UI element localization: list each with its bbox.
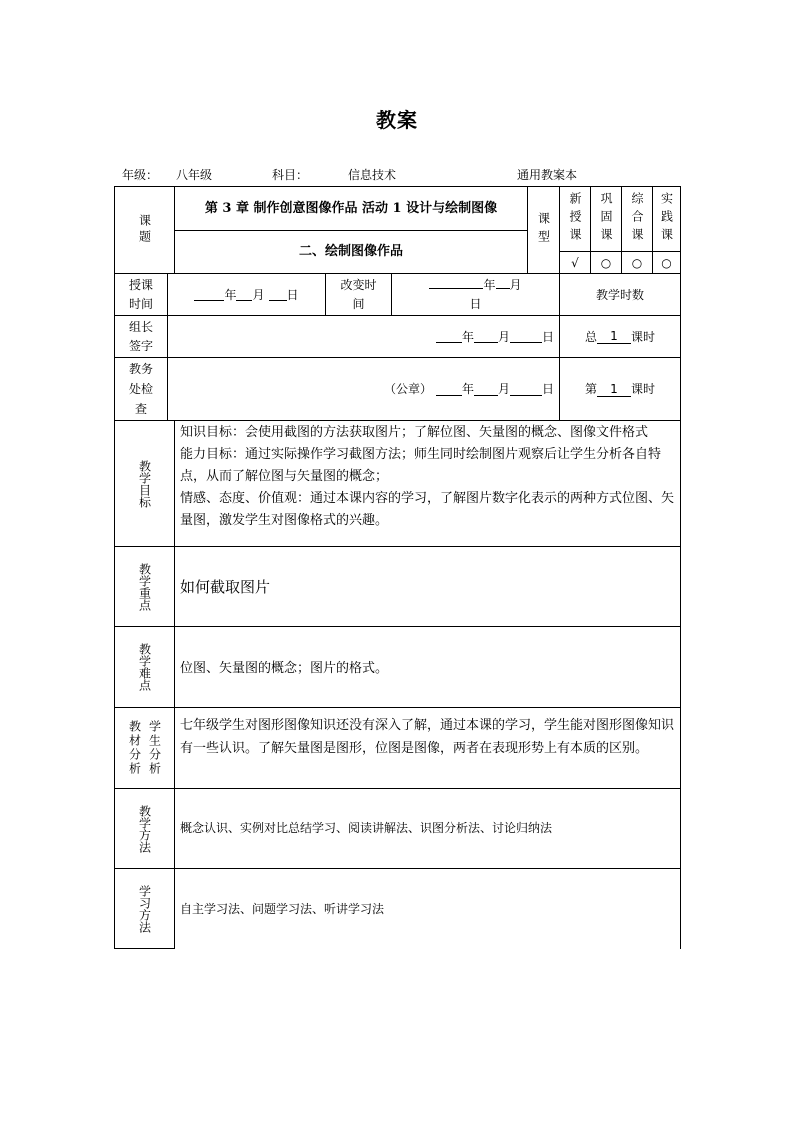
type-review-label: 巩固课 [599, 192, 613, 246]
method-text: 概念认识、实例对比总结学习、阅读讲解法、识图分析法、讨论归纳法 [180, 821, 553, 835]
teach-date: 年 月 日 [168, 274, 325, 315]
type-comprehensive [622, 187, 652, 251]
difficulty-label-cell [115, 627, 174, 707]
difficulty-label: 教学难点 [137, 643, 152, 691]
topic-label: 课题 [137, 214, 152, 246]
nth-hour-value: 1 [597, 382, 631, 397]
method-label: 教学方法 [137, 804, 152, 853]
teach-time-label: 授课时间 [128, 277, 153, 311]
key-text: 如何截取图片 [180, 578, 271, 596]
type-practice-mark: ○ [661, 255, 672, 270]
difficulty-text: 位图、矢量图的概念；图片的格式。 [180, 661, 389, 676]
nth-hour: 第 1 课时 [584, 381, 656, 396]
office-date: （公章） 年 月 日 [383, 382, 554, 396]
study-label-cell [115, 869, 174, 948]
type-review [591, 187, 621, 251]
book-name: 通用教案本 [517, 168, 578, 182]
grade-value: 八年级 [176, 168, 213, 182]
change-date: 年 月 日 [392, 274, 559, 315]
grade-label: 年级： [122, 168, 159, 182]
key-label-cell [115, 547, 174, 626]
study-text: 自主学习法、问题学习法、听讲学习法 [180, 902, 385, 916]
total-hours: 总 1 课时 [584, 329, 656, 344]
leader-date: 年 月 日 [168, 316, 554, 357]
type-comprehensive-label: 综合课 [630, 192, 644, 246]
goals-label: 教学目标 [137, 459, 152, 508]
goals-label-cell [115, 421, 174, 546]
study-label: 学习方法 [137, 884, 152, 933]
office-label: 教务处检查 [128, 362, 153, 416]
subject-value: 信息技术 [348, 168, 397, 182]
type-label-cell [528, 187, 559, 273]
topic-line-2: 二、绘制图像作品 [298, 244, 403, 259]
total-hours-value: 1 [597, 329, 631, 344]
type-review-mark: ○ [600, 255, 612, 270]
method-label-cell [115, 789, 174, 868]
key-label: 教学重点 [137, 562, 152, 611]
page-title: 教案 [376, 108, 418, 132]
analysis-label-cell [115, 708, 174, 788]
goal-emotion: 情感、态度、价值观：通过本课内容的学习，了解图片数字化表示的两种方式位图、矢量图，激发学生对图像格式的兴趣。 [180, 491, 675, 528]
type-new-label: 新授课 [568, 192, 582, 246]
type-new-mark: √ [571, 255, 579, 270]
analysis-label-right: 学生分析 [147, 720, 162, 776]
analysis-text: 七年级学生对图形图像知识还没有深入了解，通过本课的学习，学生能对图形图像知识有一些认识。了解矢量图是图形，位图是图像，两者在表现形势上有本质的区别。 [180, 718, 675, 756]
goal-knowledge: 知识目标：会使用截图的方法获取图片；了解位图、矢量图的概念、图像文件格式 [180, 425, 649, 440]
type-comprehensive-mark: ○ [631, 255, 643, 270]
type-label: 课型 [536, 212, 551, 248]
subject-label: 科目： [272, 168, 309, 182]
topic-line-1: 第 3 章 制作创意图像作品 活动 1 设计与绘制图像 [204, 200, 498, 216]
leader-label: 组长签字 [128, 319, 153, 353]
analysis-label-left: 教材分析 [127, 720, 142, 776]
change-time-label: 改变时间 [340, 277, 377, 311]
goals-text [180, 422, 674, 532]
type-practice-label: 实践课 [659, 192, 674, 246]
topic-label-cell [115, 187, 174, 273]
type-practice [653, 187, 680, 251]
hours-label: 教学时数 [595, 287, 644, 302]
type-new [560, 187, 590, 251]
goal-ability: 能力目标：通过实际操作学习截图方法；师生同时绘制图片观察后让学生分析各自特点，从而了解位图与矢量图的概念； [180, 447, 662, 484]
